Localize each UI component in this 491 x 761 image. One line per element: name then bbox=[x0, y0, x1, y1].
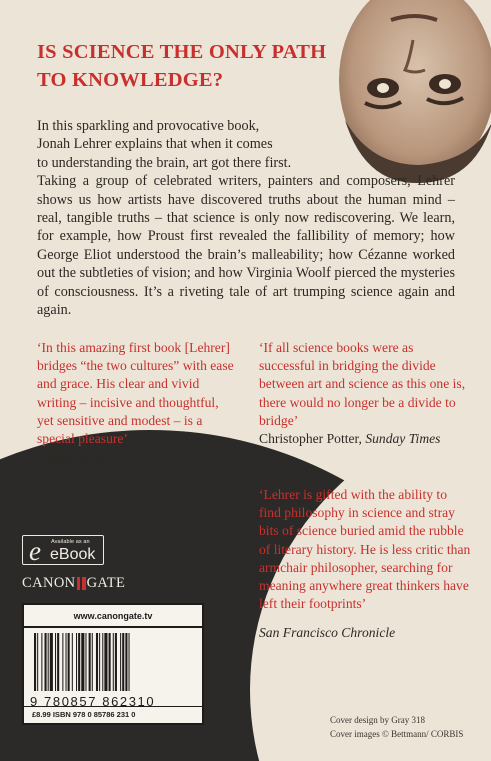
barcode-bar bbox=[62, 633, 63, 691]
barcode-bar bbox=[125, 633, 127, 691]
barcode-bar bbox=[76, 633, 77, 691]
cover-credits bbox=[330, 713, 491, 741]
barcode-panel bbox=[22, 603, 204, 725]
barcode-bar bbox=[85, 633, 86, 691]
blurb-line-2: Jonah Lehrer explains that when it comes bbox=[37, 136, 273, 153]
barcode-bar bbox=[81, 633, 84, 691]
barcode-bar bbox=[102, 633, 103, 691]
barcode-bar bbox=[48, 633, 49, 691]
barcode-bar bbox=[99, 633, 100, 691]
barcode-bar bbox=[129, 633, 130, 691]
barcode-bar bbox=[72, 633, 73, 691]
review-quote-potter: ‘If all science books were as successful in bridging the divide between art and science as this one is, there would no longer be a divide to bridge’ bbox=[259, 340, 466, 428]
barcode-bar bbox=[96, 633, 98, 691]
barcode-bar bbox=[78, 633, 80, 691]
cover-design-credit: Cover design by Gray 318 bbox=[330, 715, 425, 725]
publisher-gate-icon bbox=[77, 577, 86, 590]
barcode-digits: 9 780857 862310 bbox=[30, 694, 156, 709]
publisher-name-left: CANON bbox=[22, 575, 76, 591]
barcode-bar bbox=[122, 633, 124, 691]
barcode-bar bbox=[50, 633, 53, 691]
barcode-bar bbox=[109, 633, 111, 691]
barcode-bar bbox=[34, 633, 36, 691]
publisher-url: www.canongate.tv bbox=[73, 611, 153, 621]
blurb-line-3: to understanding the brain, art got there first. bbox=[37, 154, 292, 171]
review-quote-sacks: ‘In this amazing first book [Lehrer] bridges “the two cultures” with ease and grace. His clear and vivid writing – incisive and thoughtful, yet sensitive and modest – is a special pleasure’ bbox=[37, 340, 234, 447]
barcode-bar bbox=[41, 633, 42, 691]
barcode-icon bbox=[34, 633, 194, 691]
barcode-bar bbox=[115, 633, 117, 691]
barcode-bar bbox=[104, 633, 107, 691]
review-attribution-potter bbox=[259, 431, 440, 447]
barcode-bar bbox=[45, 633, 47, 691]
review-quote-chronicle: ‘Lehrer is gifted with the ability to find philosophy in science and stray bits of science buried amid the rubble of literary history. He is less critic than armchair philosopher, searching for meaning anywhere great thinkers have left their footprints’ bbox=[259, 487, 471, 612]
barcode-bar bbox=[92, 633, 93, 691]
ebook-badge bbox=[22, 535, 104, 565]
ebook-e-icon: e bbox=[29, 536, 41, 566]
blurb-paragraph bbox=[37, 117, 455, 319]
barcode-bar bbox=[120, 633, 121, 691]
headline: IS SCIENCE THE ONLY PATH TO KNOWLEDGE? bbox=[37, 41, 327, 91]
barcode-bar bbox=[113, 633, 114, 691]
attribution-publication: Sunday Times bbox=[365, 431, 441, 446]
publisher-logo bbox=[22, 575, 125, 592]
barcode-bar bbox=[68, 633, 70, 691]
barcode-bar bbox=[89, 633, 91, 691]
barcode-bar bbox=[55, 633, 56, 691]
barcode-bar bbox=[57, 633, 59, 691]
barcode-bar bbox=[66, 633, 67, 691]
barcode-divider bbox=[24, 626, 202, 628]
price-isbn: £8.99 ISBN 978 0 85786 231 0 bbox=[24, 706, 202, 723]
review-attribution-sacks: Oliver Sacks bbox=[37, 449, 107, 464]
attribution-name: Christopher Potter, bbox=[259, 431, 366, 446]
blurb-rest: Taking a group of celebrated writers, painters and composers, Lehrer shows us how artists have discovered truths about the human mind – real, tangible truths – that science is only now rediscovering. We learn, for example, how Proust first revealed the fallibility of memory; how George Eliot understood the brain’s malleability; how Cézanne worked out the subtleties of vision; and how Virginia Woolf pierced the mysteries of consciousness. It’s a riveting tale of art trumping science again and again. bbox=[37, 173, 455, 319]
ebook-word: eBook bbox=[50, 546, 96, 563]
blurb-line-1: In this sparkling and provocative book, bbox=[37, 118, 260, 134]
cover-images-credit: Cover images © Bettmann/ CORBIS bbox=[330, 729, 464, 739]
barcode-bar bbox=[37, 633, 38, 691]
publisher-name-right: GATE bbox=[86, 575, 126, 591]
ebook-available-text: Available as an bbox=[51, 539, 90, 545]
review-attribution-chronicle: San Francisco Chronicle bbox=[259, 625, 396, 640]
